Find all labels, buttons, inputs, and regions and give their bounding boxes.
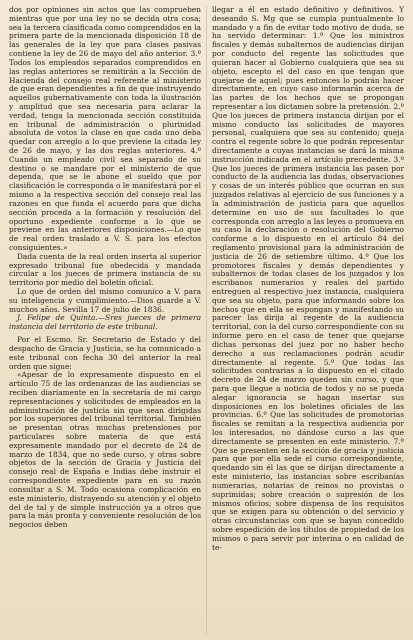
left-paragraph-4: Por el Escmo. Sr. Secretario de Estado y del despacho de Gracia y Justicia, se ha comunicado a este tribunal con fecha 30 del anterior la real orden que sigue: xyxy=(9,335,201,371)
left-column xyxy=(9,6,201,530)
left-paragraph-1: dos por opiniones sin actos que las comprueben mientras que por una ley no se decida otra cosa; sea la tercera clasificada como comprendidos en la primera parte de la mencionada disposición 18 de las generales de la ley que para clases pasivas contiene la ley de 26 de mayo del año anterior. 3.º Todos los empleados separados comprendidos en las reglas anteriores se remitirán a la Sección de Hacienda del consejo real referente al ministerio de que eran dependientes a fin de que instruyendo aquellos gubernativamente con toda la ilustración y amplitud que sea necesaria para aclarar la verdad, tenga la mencionada sección constituida en tribunal de administración o plurinidad absoluta de votos la clase en que cada uno deba quedar con arreglo a lo que previene la citada ley de 26 de mayo, y las dos reglas anteriores. 4.º Cuando un empleado civil sea separado de su destino o se mandare por el ministerio de que dependa, que se le abone el sueldo que por clasificación le corresponda o le manifestará por el mismo a la respectiva sección del consejo real las razones en que funda el acuerdo para que dicha sección proceda a la formación y resolución del oportuno expediente conforme a lo que se previene en las anteriores disposiciones.—Lo que de real orden traslado a V. S. para los efectos consiguientes.» xyxy=(9,5,201,252)
left-paragraph-3: Lo que de orden del mismo comunico a V. para su inteligencia y cumplimiento.—Dios guarde a V. muchos años. Sevilla 17 de julio de 1836. xyxy=(9,287,201,314)
signature-line: J. Felipe de Quinta.—Sres jueces de primera instancia del territorio de este tribunal. xyxy=(9,313,201,332)
right-column xyxy=(212,6,404,552)
right-paragraph-1: llegar a él en estado definitivo y definitivos. Y deseando S. Mg que se cumpla puntualmente lo mandado y a fin de evitar todo motivo de duda, se ha servido determinar: 1.º Que los ministros fiscales y demás subalternos de audiencias dirijan por conducto del regente las solicitudes que quieran hacer al Gobierno cualquiera que sea su objeto, escepto el del caso en que tengan que quejarse de aquel; pues entonces lo podrán hacer directamente, en cuyo caso informarán acerca de las partes de los hechos que se propongan representar a los dictamen sobre la pretensión. 2.º Que los jueces de primera instancia dirijan por el mismo conducto las solicitudes de mayores personal, cualquiera que sea su contenido; queja contra el regente sobre lo que podrán representar directamente a cuyas instancias se dará la misma instrucción indicada en el artículo precedente. 3.º Que los jueces de primera instancia las pasen por conducto de la audiencia las dudas, observaciones y cosas de un interés público que ocurran en sus juzgados relativas al ejercicio de sus funciones y a la administración de justicia para que aquellos determine en uso de sus facultades lo que corresponda con arreglo a las leyes o promueva en su caso la declaración o resolución del Gobierno conforme a lo dispuesto en el artículo 84 del reglamento provisional para la administración de justicia de 26 de setiembre último. 4.º Que los promotores fiscales y demás dependientes y subalternos de todas clases de los juzgados y los escribanos numerarios y reales del partido entreguen al respectivo juez instancia, cualquiera que sea su objeto, para que informando sobre los hechos que en ella se espongan y manifestando su parecer las dirija al regente de la audiencia territorial, con la del curso correspondiente con su informe pero en el caso de tener que quejarse dichas personas del juez por no haber hecho derecho a sus reclamaciones podrán acudir directamente al regente. 5.º Que todas las solicitudes contrarias a lo dispuesto en el citado decreto de 24 de marzo queden sin curso, y que para que llegue a noticia de todos y no se pueda alegar ignorancia se hagan insertar sus disposiciones en los boletines oficiales de las provincias. 6.º Que las solicitudes de promotorías fiscales se remitan a la respectiva audiencia por los interesados, no dándose curso a las que directamente se presenten en este ministerio. 7.º Que se presenten en la sección de gracia y justicia para que por ella sede el curso correspondiente, quedando sin él las que se dirijan directamente a este ministerio, las instancias sobre escribanías numerarias, notarías de reinos no provistas o suprimidas; sobre creación o supresión de los mismos oficios; sobre dispensa de los requisitos que se exigen para su obtención o del servicio y otras circunstancias con que se hayan concedido sobre espedición de los títulos de propiedad de los mismos o para servir por interina o en calidad de te- xyxy=(212,5,404,552)
column-divider xyxy=(206,6,207,634)
left-paragraph-2: Dada cuenta de la real orden inserta al superior expresado tribunal fue obedecida y mandada circular a los jueces de primera instancia de su territorio por medio del boletín oficial. xyxy=(9,251,201,288)
left-paragraph-5: «Apesar de lo expresamente dispuesto en el artículo 75 de las ordenanzas de las audiencias se reciben diariamente en la secretaría de mi cargo representaciones y solicitudes de empleados en la administración de justicia sin que sean dirigidas por los superiores del tribunal territorial. También se presentan otras muchas pretensiones por particulares sobre materia de que está expresamente mandado por el decreto de 24 de marzo de 1834, que no sede curso, y otras sobre objetos de la sección de Gracia y Justicia del consejo real de España e Indias debe instruir el correspondiente expediente para en su razón consultar a S. M. Todo ocasiona complicación en este ministerio, distrayendo su atención y el objeto del de tal y de simple instrucción ya a otros que para la más pronta y conveniente resolución de los negocios deben xyxy=(9,370,201,530)
